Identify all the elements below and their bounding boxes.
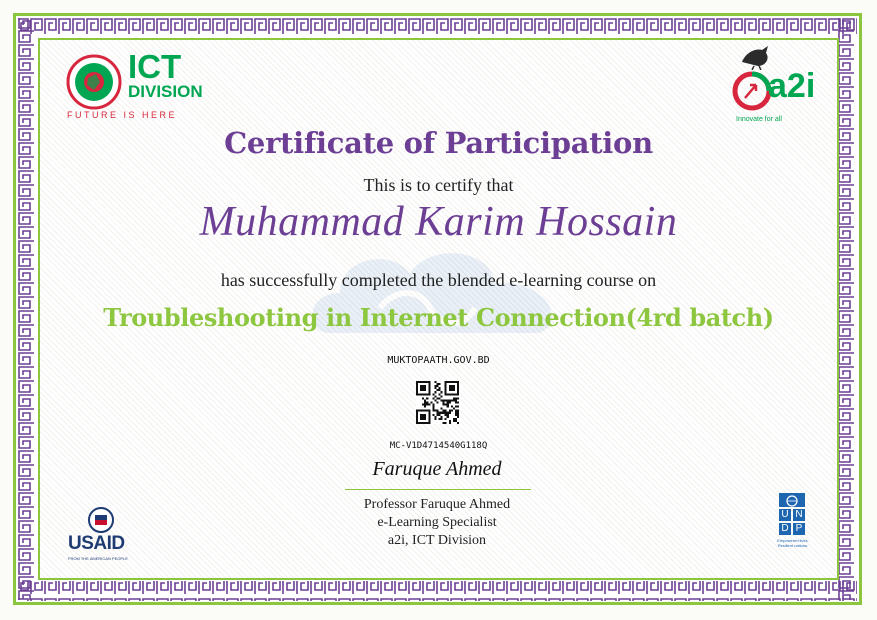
undp-letter-p: P [793, 523, 805, 535]
signatory-name: Professor Faruque Ahmed [363, 497, 511, 512]
a2i-swirl-icon [732, 71, 772, 111]
signatory-details [342, 496, 532, 550]
certificate-title: Certificate of Participation [224, 126, 653, 160]
recipient-name: Muhammad Karim Hossain [199, 199, 678, 245]
usaid-wordmark-text: USAID [68, 533, 125, 554]
a2i-logo [728, 44, 818, 128]
ict-subtitle: DIVISION [128, 82, 203, 101]
signatory-role: e-Learning Specialist [377, 515, 497, 530]
bangladesh-emblem-icon [66, 54, 122, 110]
signature: Faruque Ahmed [372, 458, 502, 480]
completion-line: has successfully completed the blended e-learning course on [220, 270, 657, 290]
undp-letter-u: U [779, 509, 791, 521]
website-url: MUKTOPAATH.GOV.BD [387, 355, 490, 366]
signature-line [345, 489, 531, 490]
muktopaath-watermark-icon [300, 238, 580, 358]
qr-code-icon [416, 381, 459, 424]
signatory-org: a2i, ICT Division [387, 533, 487, 548]
ict-tagline: FUTURE IS HERE [67, 110, 178, 120]
ict-title: ICT [128, 48, 182, 85]
course-name: Troubleshooting in Internet Connection(4rd batch) [103, 303, 774, 332]
a2i-tagline: Innovate for all [736, 116, 782, 123]
usaid-tagline: FROM THE AMERICAN PEOPLE [68, 556, 128, 561]
usaid-seal-icon [88, 507, 114, 533]
certificate-code: MC-V1D4714540G118Q [389, 441, 488, 451]
usaid-logo [66, 507, 136, 561]
a2i-wordmark: a2i [768, 67, 816, 105]
undp-logo [776, 493, 810, 565]
usaid-wordmark [68, 534, 125, 554]
ict-division-logo [64, 48, 204, 122]
undp-letter-n: N [793, 509, 805, 521]
certify-line: This is to certify that [363, 175, 514, 195]
un-emblem-icon [779, 493, 805, 507]
undp-letter-d: D [779, 523, 791, 535]
undp-tagline: Empowered lives. Resilient nations. [777, 538, 809, 548]
